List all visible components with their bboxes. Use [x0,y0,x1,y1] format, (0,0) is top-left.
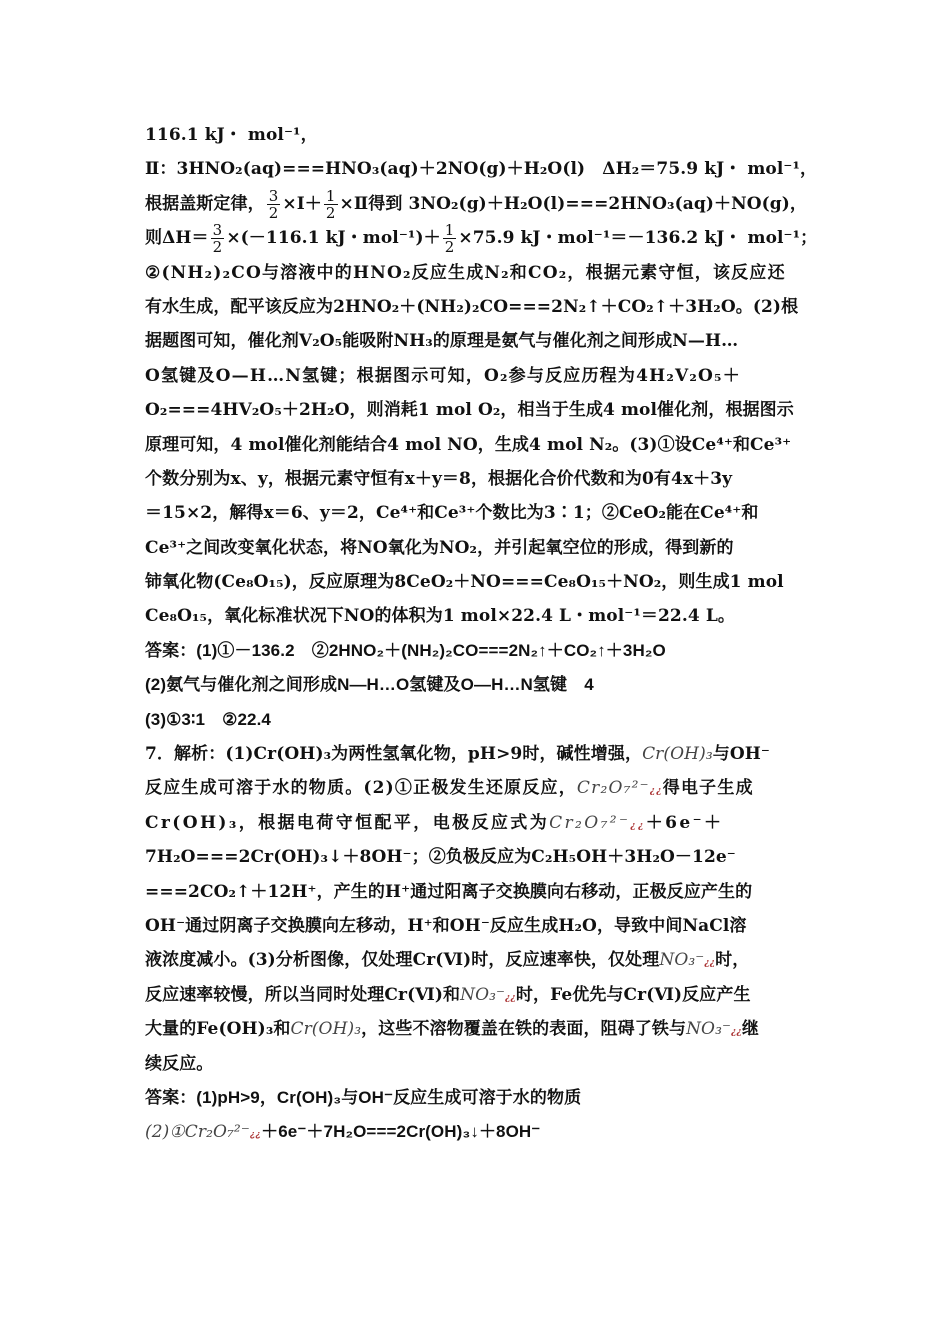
formula-artifact: ¿¿ [505,992,516,1003]
formula-artifact: ¿¿ [649,786,663,797]
formula: (2)① [145,1122,185,1143]
fraction: $\frac{3}{2}$ [268,186,279,222]
text-line: 反应速率较慢，所以当同时处理Cr(Ⅵ)和NO₃⁻¿¿时，Fe优先与Cr(Ⅵ)反应产生 [145,984,751,1005]
answer-line: (3)①3∶1 ②22.4 [145,709,271,729]
answer-line: (2)氨气与催化剂之间形成N—H…O氢键及O—H…N氢键 4 [145,675,594,695]
text-line: ===2CO₂↑＋12H⁺，产生的H⁺通过阳离子交换膜向右移动，正极反应产生的 [145,881,753,902]
answer-line: 答案：(1)pH>9，Cr(OH)₃与OH⁻反应生成可溶于水的物质 [145,1087,582,1107]
text-line: 有水生成，配平该反应为2HNO₂＋(NH₂)₂CO===2N₂↑＋CO₂↑＋3H₂O。(2)根 [145,296,799,317]
text-line: O₂===4HV₂O₅＋2H₂O，则消耗1 mol O₂，相当于生成4 mol催化剂，根据图示 [145,400,794,421]
text-line: ＝15×2，解得x＝6、y＝2，Ce⁴⁺和Ce³⁺个数比为3∶1；②CeO₂能在Ce⁴⁺和 [145,503,759,524]
formula: Cr(OH)₃ [290,1019,362,1040]
fraction: $\frac{1}{2}$ [325,186,336,222]
text-line: 原理可知，4 mol催化剂能结合4 mol NO，生成4 mol N₂。(3)①设Ce⁴⁺和Ce³⁺ [145,434,792,455]
formula-artifact: ¿¿ [249,1129,262,1140]
text-line [145,221,818,257]
answer-line: 答案：(1)①－136.2 ②2HNO₂＋(NH₂)₂CO===2N₂↑＋CO₂↑＋3H₂O [145,640,666,660]
hess-prefix: 根据盖斯定律， [145,193,265,214]
formula: Cr₂O₇²⁻ [184,1122,250,1143]
formula: Cr₂O₇²⁻ [549,812,631,833]
text-line: OH⁻通过阴离子交换膜向左移动，H⁺和OH⁻反应生成H₂O，导致中间NaCl溶 [145,915,747,936]
formula: NO₃⁻ [659,950,705,971]
text-line: 116.1 kJ・ mol⁻¹， [145,125,318,145]
equation: 3NO₂(g)＋H₂O(l)===2HNO₃(aq)＋NO(g)， [408,193,808,214]
text-line: Ce³⁺之间改变氧化状态，将NO氧化为NO₂，并引起氧空位的形成，得到新的 [145,537,734,558]
hess-times-2: ×Ⅱ得到 [339,193,403,214]
calc-part-2: ×75.9 kJ・mol⁻¹＝－136.2 kJ・ mol⁻¹； [458,228,818,249]
answer-line: (2)①Cr₂O₇²⁻¿¿＋6e⁻＋7H₂O===2Cr(OH)₃↓＋8OH⁻ [145,1122,541,1143]
delta-h-label: 则ΔH＝ [145,228,209,249]
formula: Cr(OH)₃ [642,744,713,765]
text-line: Ce₈O₁₅，氧化标准状况下NO的体积为1 mol×22.4 L・mol⁻¹＝22.4 L。 [145,606,735,627]
text-line: ②(NH₂)₂CO与溶液中的HNO₂反应生成N₂和CO₂，根据元素守恒，该反应还 [145,262,786,283]
formula-artifact: ¿¿ [704,958,716,969]
formula: NO₃⁻ [460,984,506,1005]
formula-artifact: ¿¿ [630,820,646,831]
text-line: Ⅱ：3HNO₂(aq)===HNO₃(aq)＋2NO(g)＋H₂O(l) ΔH₂＝75.9 kJ・ mol⁻¹， [145,159,818,180]
calc-part-1: ×(－116.1 kJ・mol⁻¹)＋ [226,228,441,249]
text-line: 大量的Fe(OH)₃和Cr(OH)₃，这些不溶物覆盖在铁的表面，阻碍了铁与NO₃⁻¿¿继 [145,1019,759,1040]
text-line [145,187,807,221]
text-line: 铈氧化物(Ce₈O₁₅)，反应原理为8CeO₂＋NO===Ce₈O₁₅＋NO₂，则生成1 mol [145,572,784,593]
text-line: 续反应。 [145,1053,214,1074]
hess-times-1: ×Ⅰ＋ [282,193,322,214]
formula: Cr₂O₇²⁻ [576,778,650,799]
document-page [145,118,818,1150]
fraction: $\frac{3}{2}$ [212,221,223,257]
text-line: Cr(OH)₃，根据电荷守恒配平，电极反应式为Cr₂O₇²⁻¿¿＋6e⁻＋ [145,812,724,833]
formula-artifact: ¿¿ [731,1027,742,1038]
text-line: 个数分别为x、y，根据元素守恒有x＋y＝8，根据化合价代数和为0有4x＋3y [145,468,733,489]
text-line: 反应生成可溶于水的物质。(2)①正极发生还原反应，Cr₂O₇²⁻¿¿得电子生成 [145,778,754,799]
fraction: $\frac{1}{2}$ [444,221,455,257]
text-line: 7．解析：(1)Cr(OH)₃为两性氢氧化物，pH>9时，碱性增强，Cr(OH)₃与OH⁻ [145,744,770,765]
text-line: 据题图可知，催化剂V₂O₅能吸附NH₃的原理是氨气与催化剂之间形成N—H… [145,331,739,352]
text-line: 液浓度减小。(3)分析图像，仅处理Cr(Ⅵ)时，反应速率快，仅处理NO₃⁻¿¿时， [145,950,750,971]
text-line: O氢键及O—H…N氢键；根据图示可知，O₂参与反应历程为4H₂V₂O₅＋ [145,365,741,386]
text-line: 7H₂O===2Cr(OH)₃↓＋8OH⁻；②负极反应为C₂H₅OH＋3H₂O－12e⁻ [145,847,736,868]
formula: NO₃⁻ [686,1019,732,1040]
